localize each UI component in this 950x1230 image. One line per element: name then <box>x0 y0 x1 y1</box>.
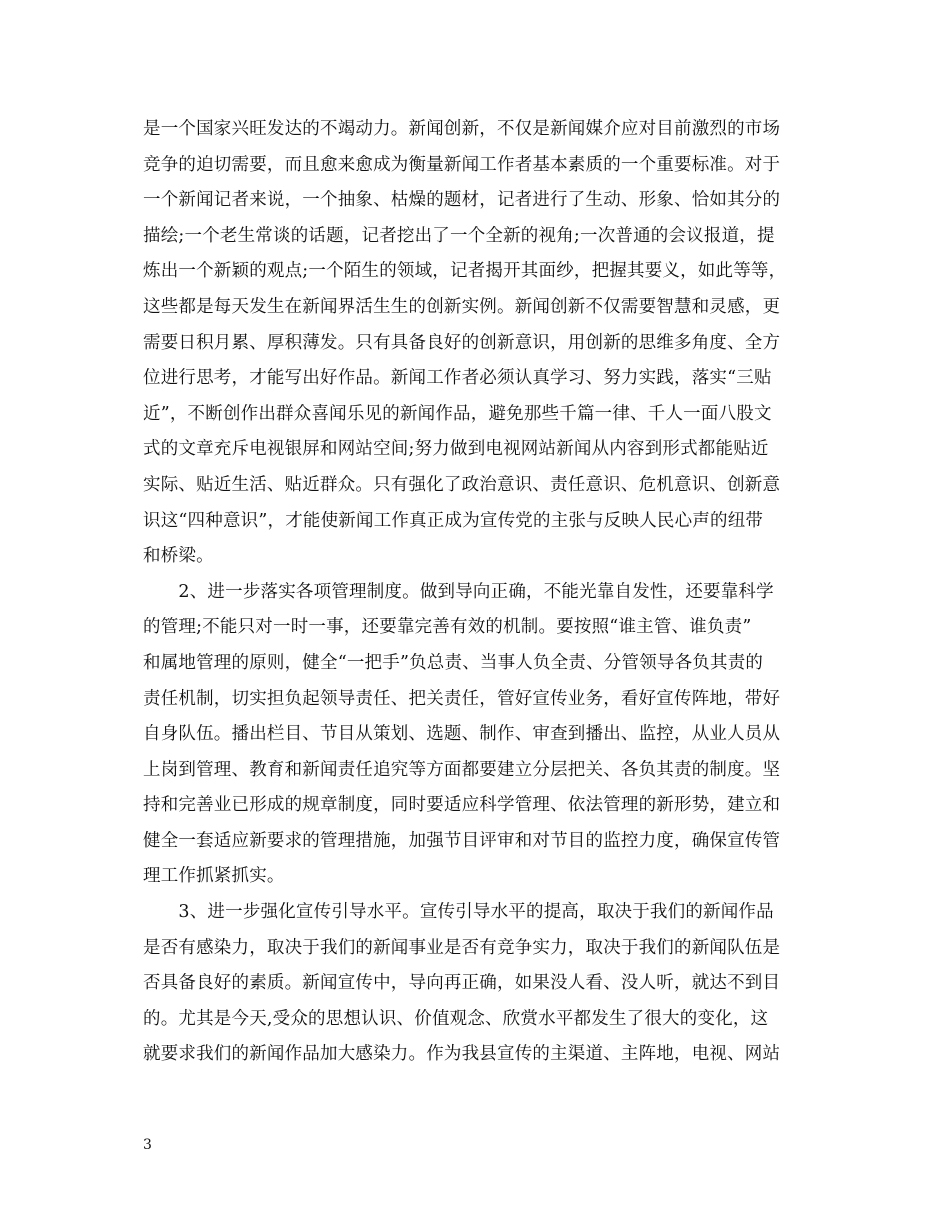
text-line: 持和完善业已形成的规章制度，同时要适应科学管理、依法管理的新形势，建立和 <box>143 795 781 816</box>
text-line: 一个新闻记者来说，一个抽象、枯燥的题材，记者进行了生动、形象、恰如其分的 <box>143 190 781 211</box>
text-line: 实际、贴近生活、贴近群众。只有强化了政治意识、责任意识、危机意识、创新意 <box>143 474 781 495</box>
text-line: 是否有感染力，取决于我们的新闻事业是否有竞争实力，取决于我们的新闻队伍是 <box>143 937 781 958</box>
text-line: 的管理;不能只对一时一事，还要靠完善有效的机制。要按照“谁主管、谁负责” <box>143 617 752 638</box>
text-line: 近”，不断创作出群众喜闻乐见的新闻作品，避免那些千篇一律、千人一面八股文 <box>143 403 772 424</box>
page-number: 3 <box>143 1137 152 1153</box>
paragraph-guidance-level <box>143 895 811 1073</box>
text-line: 自身队伍。播出栏目、节目从策划、选题、制作、审查到播出、监控，从业人员从 <box>143 724 781 745</box>
text-line: 炼出一个新颖的观点;一个陌生的领域，记者揭开其面纱，把握其要义，如此等等， <box>143 261 787 282</box>
text-line: 这些都是每天发生在新闻界活生生的创新实例。新闻创新不仅需要智慧和灵感，更 <box>143 296 781 317</box>
text-line: 2、进一步落实各项管理制度。做到导向正确，不能光靠自发性，还要靠科学 <box>143 581 774 602</box>
text-line: 和属地管理的原则，健全“一把手”负总责、当事人负全责、分管领导各负其责的 <box>143 652 764 673</box>
text-line: 描绘;一个老生常谈的话题，记者挖出了一个全新的视角;一次普通的会议报道，提 <box>143 225 775 246</box>
text-line: 和桥梁。 <box>143 546 214 567</box>
paragraph-innovation <box>143 112 811 575</box>
text-line: 式的文章充斥电视银屏和网站空间;努力做到电视网站新闻从内容到形式都能贴近 <box>143 439 769 460</box>
document-body <box>143 112 811 1073</box>
paragraph-management-system <box>143 575 811 895</box>
text-line: 理工作抓紧抓实。 <box>143 866 285 887</box>
text-line: 上岗到管理、教育和新闻责任追究等方面都要建立分层把关、各负其责的制度。坚 <box>143 759 781 780</box>
text-line: 识这“四种意识”，才能使新闻工作真正成为宣传党的主张与反映人民心声的纽带 <box>143 510 764 531</box>
text-line: 位进行思考，才能写出好作品。新闻工作者必须认真学习、努力实践，落实“三贴 <box>143 368 772 389</box>
text-line: 就要求我们的新闻作品加大感染力。作为我县宣传的主渠道、主阵地，电视、网站 <box>143 1044 781 1065</box>
text-line: 健全一套适应新要求的管理措施，加强节目评审和对节目的监控力度，确保宣传管 <box>143 830 781 851</box>
text-line: 责任机制，切实担负起领导责任、把关责任，管好宣传业务，看好宣传阵地，带好 <box>143 688 781 709</box>
text-line: 3、进一步强化宣传引导水平。宣传引导水平的提高，取决于我们的新闻作品 <box>143 902 774 923</box>
text-line: 竞争的迫切需要，而且愈来愈成为衡量新闻工作者基本素质的一个重要标准。对于 <box>143 154 781 175</box>
text-line: 是一个国家兴旺发达的不竭动力。新闻创新，不仅是新闻媒介应对目前激烈的市场 <box>143 119 781 139</box>
text-line: 否具备良好的素质。新闻宣传中，导向再正确，如果没人看、没人听，就达不到目 <box>143 973 781 994</box>
text-line: 需要日积月累、厚积薄发。只有具备良好的创新意识，用创新的思维多角度、全方 <box>143 332 781 353</box>
text-line: 的。尤其是今天,受众的思想认识、价值观念、欣赏水平都发生了很大的变化，这 <box>143 1008 769 1029</box>
